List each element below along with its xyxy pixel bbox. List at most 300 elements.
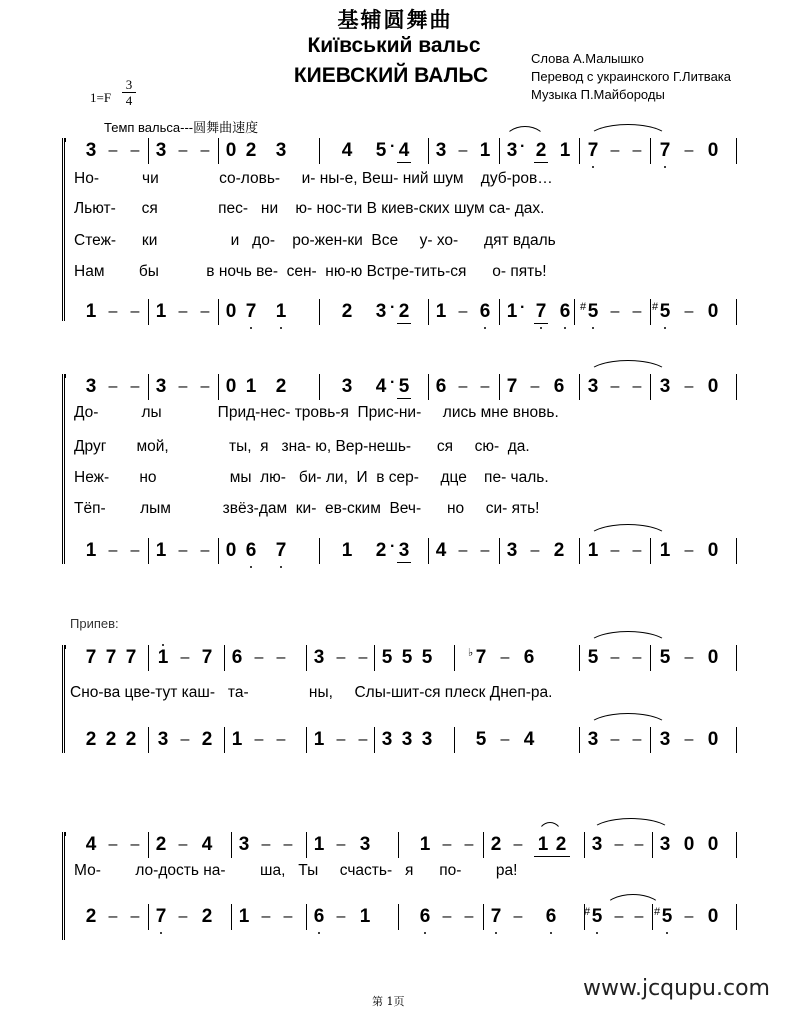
note: 3: [275, 140, 287, 161]
dash: –: [684, 303, 694, 320]
barline: [148, 727, 149, 753]
tempo-marking: Темп вальса---圆舞曲速度: [104, 120, 259, 135]
note: 2: [125, 729, 137, 750]
melody-staff-2: [84, 374, 744, 400]
note: 0: [707, 376, 719, 397]
note: 3: [375, 301, 387, 322]
barline: [499, 299, 500, 325]
dash: –: [261, 908, 271, 925]
dash: –: [180, 731, 190, 748]
lyric-line: Друг мой, ты, я зна- ю, Вер-нешь- ся сю- да.: [74, 438, 530, 455]
note: 6: [435, 376, 447, 397]
note: 3: [591, 834, 603, 855]
dash: –: [513, 908, 523, 925]
barline: [319, 299, 320, 325]
note: ♭ 7: [474, 647, 488, 669]
dash: –: [200, 542, 210, 559]
barline: [736, 374, 737, 400]
dash: –: [464, 836, 474, 853]
dash: –: [614, 908, 624, 925]
dash: –: [632, 649, 642, 666]
dash: –: [283, 908, 293, 925]
watermark: www.jcqupu.com: [583, 976, 770, 1001]
dash: –: [108, 142, 118, 159]
dash: –: [130, 542, 140, 559]
dash: –: [442, 908, 452, 925]
note: 3: [85, 376, 97, 397]
note: 7: [587, 140, 599, 161]
dash: –: [108, 303, 118, 320]
lyric-line: Сно-ва цве-тут каш- та- ны, Слы-шит-ся плеск Днеп-ра.: [70, 684, 553, 701]
dash: –: [458, 142, 468, 159]
dash: –: [178, 303, 188, 320]
barline: [579, 645, 580, 671]
dash: –: [458, 303, 468, 320]
barline: [454, 645, 455, 671]
dash: –: [614, 836, 624, 853]
time-signature-bottom: 4: [122, 92, 136, 108]
page-number: 第 1页: [372, 995, 405, 1008]
dash: –: [632, 378, 642, 395]
note: 7: [490, 906, 502, 927]
note: 6: [479, 301, 491, 322]
augmentation-dot: ·: [390, 374, 396, 391]
dash: –: [610, 378, 620, 395]
dash: –: [178, 908, 188, 925]
note: 1: [479, 140, 491, 161]
barline: [652, 832, 653, 858]
barline: [148, 832, 149, 858]
note: 3: [398, 540, 410, 561]
dash: –: [610, 649, 620, 666]
note: # 5: [660, 906, 674, 928]
note: 2: [552, 834, 570, 857]
note: 1: [313, 834, 325, 855]
harmony-staff-2: [84, 538, 744, 564]
note: 1: [155, 301, 167, 322]
note: 6: [559, 301, 571, 322]
note: 6: [419, 906, 431, 927]
note: 7: [659, 140, 671, 161]
dash: –: [130, 142, 140, 159]
tie: [587, 124, 669, 139]
note: 0: [225, 376, 237, 397]
note: 7: [85, 647, 97, 668]
note: # 5: [590, 906, 604, 928]
system-bracket: [62, 138, 70, 321]
barline: [736, 832, 737, 858]
dash: –: [684, 908, 694, 925]
dash: –: [178, 142, 188, 159]
barline: [584, 832, 585, 858]
note: 6: [313, 906, 325, 927]
note: 3: [659, 834, 671, 855]
dash: –: [178, 542, 188, 559]
dash: –: [634, 908, 644, 925]
barline: [306, 904, 307, 930]
barline: [574, 299, 575, 325]
refrain-label: Припев:: [70, 616, 119, 631]
note: 1: [359, 906, 371, 927]
dash: –: [130, 378, 140, 395]
barline: [499, 374, 500, 400]
credit-lyrics: Слова А.Малышко: [531, 51, 644, 66]
key-signature: 1=F: [90, 90, 112, 105]
time-signature: [122, 77, 136, 108]
dash: –: [358, 649, 368, 666]
note: 2: [201, 906, 213, 927]
note: 7: [125, 647, 137, 668]
note: 0: [707, 301, 719, 322]
barline: [499, 138, 500, 164]
barline: [306, 727, 307, 753]
augmentation-dot: ·: [390, 538, 396, 555]
dash: –: [610, 731, 620, 748]
note: 3: [506, 140, 518, 161]
note: # 5: [586, 301, 600, 323]
note: 3: [155, 376, 167, 397]
note: 5: [475, 729, 487, 750]
sharp-sign: #: [652, 301, 659, 313]
note: 1: [275, 301, 287, 322]
barline: [579, 374, 580, 400]
note: 4: [375, 376, 387, 397]
note: 2: [245, 140, 257, 161]
note: 7: [105, 647, 117, 668]
tie: [587, 524, 669, 539]
augmentation-dot: ·: [390, 299, 396, 316]
note: 3: [506, 540, 518, 561]
dash: –: [200, 303, 210, 320]
lyric-line: До- лы Прид-нес- тровь-я Прис-ни- лись мне вновь.: [74, 404, 559, 421]
note: 2: [398, 301, 410, 322]
note: 5: [375, 140, 387, 161]
tie: [590, 818, 672, 833]
note: 7: [506, 376, 518, 397]
note: 2: [155, 834, 167, 855]
system-bracket: [62, 374, 70, 564]
dash: –: [261, 836, 271, 853]
note: 4: [523, 729, 535, 750]
time-signature-top: 3: [125, 77, 133, 92]
dash: –: [283, 836, 293, 853]
note: 5: [381, 647, 393, 668]
note: 2: [553, 540, 565, 561]
barline: [218, 299, 219, 325]
sharp-sign: #: [580, 301, 587, 313]
flat-sign: ♭: [468, 647, 474, 659]
barline: [736, 645, 737, 671]
dash: –: [480, 378, 490, 395]
barline: [483, 904, 484, 930]
dash: –: [684, 542, 694, 559]
note: 6: [553, 376, 565, 397]
note: 3: [659, 729, 671, 750]
barline: [319, 138, 320, 164]
dash: –: [336, 649, 346, 666]
barline: [454, 727, 455, 753]
title-ukrainian: Київський вальс: [307, 34, 481, 57]
barline: [428, 538, 429, 564]
dash: –: [458, 542, 468, 559]
dash: –: [442, 836, 452, 853]
note: 1: [231, 729, 243, 750]
barline: [650, 538, 651, 564]
note: 3: [341, 376, 353, 397]
note: 1: [506, 301, 518, 322]
barline: [736, 538, 737, 564]
note: 3: [587, 729, 599, 750]
dash: –: [200, 142, 210, 159]
note: 6: [231, 647, 243, 668]
note: 2: [85, 906, 97, 927]
tie: [587, 713, 669, 728]
barline: [374, 645, 375, 671]
note: 1: [157, 647, 169, 668]
note: 5: [659, 647, 671, 668]
sharp-sign: #: [584, 906, 591, 918]
barline: [398, 904, 399, 930]
dash: –: [200, 378, 210, 395]
dash: –: [464, 908, 474, 925]
note: 0: [683, 834, 695, 855]
system-bracket: [62, 832, 70, 940]
note: 5: [401, 647, 413, 668]
note: 2: [275, 376, 287, 397]
barline: [306, 645, 307, 671]
barline: [148, 138, 149, 164]
dash: –: [108, 908, 118, 925]
sharp-sign: #: [654, 906, 661, 918]
note: 7: [275, 540, 287, 561]
barline: [148, 538, 149, 564]
dash: –: [684, 378, 694, 395]
dash: –: [632, 731, 642, 748]
barline: [428, 138, 429, 164]
barline: [374, 727, 375, 753]
barline: [218, 138, 219, 164]
note: 0: [707, 729, 719, 750]
note: 4: [85, 834, 97, 855]
dash: –: [108, 542, 118, 559]
note: 3: [587, 376, 599, 397]
dash: –: [178, 836, 188, 853]
title-russian: КИЕВСКИЙ ВАЛЬС: [293, 64, 489, 87]
note: 7: [155, 906, 167, 927]
lyric-line: Мо- ло-дость на- ша, Ты счасть- я по- ра!: [74, 862, 518, 879]
barline: [319, 538, 320, 564]
melody-staff-4: [84, 832, 744, 858]
barline: [398, 832, 399, 858]
dash: –: [610, 542, 620, 559]
dash: –: [513, 836, 523, 853]
dash: –: [254, 731, 264, 748]
note: 0: [707, 906, 719, 927]
dash: –: [276, 649, 286, 666]
barline: [579, 727, 580, 753]
note: 1: [155, 540, 167, 561]
dash: –: [632, 142, 642, 159]
dash: –: [634, 836, 644, 853]
augmentation-dot: ·: [520, 138, 526, 155]
dash: –: [130, 908, 140, 925]
barline: [306, 832, 307, 858]
note: 7: [245, 301, 257, 322]
note: 1: [435, 301, 447, 322]
barline: [428, 299, 429, 325]
barline: [224, 727, 225, 753]
note: 5: [421, 647, 433, 668]
note: 4: [341, 140, 353, 161]
barline: [652, 904, 653, 930]
credits: [531, 50, 731, 104]
note: 2: [535, 140, 547, 161]
barline: [499, 538, 500, 564]
dash: –: [108, 378, 118, 395]
note: 3: [359, 834, 371, 855]
barline: [148, 904, 149, 930]
barline: [579, 538, 580, 564]
title-chinese: 基辅圆舞曲: [337, 7, 453, 32]
note: 2: [375, 540, 387, 561]
barline: [231, 904, 232, 930]
melody-staff-3: [84, 645, 744, 671]
barline: [579, 138, 580, 164]
note: 7: [535, 301, 547, 322]
note: 3: [238, 834, 250, 855]
note: 1: [419, 834, 431, 855]
barline: [736, 904, 737, 930]
note: 3: [659, 376, 671, 397]
note: 5: [398, 376, 410, 397]
note: 6: [523, 647, 535, 668]
dash: –: [178, 378, 188, 395]
note: 1: [659, 540, 671, 561]
harmony-staff-3: [84, 727, 744, 753]
barline: [148, 299, 149, 325]
note: 5: [587, 647, 599, 668]
note: 3: [435, 140, 447, 161]
dash: –: [530, 542, 540, 559]
dash: –: [336, 731, 346, 748]
barline: [650, 138, 651, 164]
barline: [736, 727, 737, 753]
note: 4: [398, 140, 410, 161]
note: 1: [238, 906, 250, 927]
note: # 5: [658, 301, 672, 323]
harmony-staff-1: [84, 299, 744, 325]
lyric-line: Тёп- лым звёз-дам ки- ев-ским Веч- но си- ять!: [74, 500, 540, 517]
note: 3: [155, 140, 167, 161]
barline: [736, 299, 737, 325]
tie: [587, 360, 669, 375]
note: 0: [225, 540, 237, 561]
barline: [319, 374, 320, 400]
system-bracket: [62, 645, 70, 753]
note: 1: [534, 834, 552, 857]
barline: [148, 645, 149, 671]
barline: [428, 374, 429, 400]
note: 2: [85, 729, 97, 750]
barline: [483, 832, 484, 858]
dash: –: [336, 836, 346, 853]
dash: –: [130, 836, 140, 853]
note: 0: [225, 140, 237, 161]
note: 3: [313, 647, 325, 668]
note: 0: [707, 834, 719, 855]
note: 3: [157, 729, 169, 750]
dash: –: [684, 649, 694, 666]
credit-music: Музыка П.Майбороды: [531, 87, 665, 102]
barline: [218, 538, 219, 564]
note: 1: [245, 376, 257, 397]
note: 0: [707, 647, 719, 668]
dash: –: [276, 731, 286, 748]
note: 2: [341, 301, 353, 322]
dash: –: [458, 378, 468, 395]
dash: –: [632, 542, 642, 559]
barline: [218, 374, 219, 400]
note: 2: [201, 729, 213, 750]
melody-staff-1: [84, 138, 744, 164]
note: 0: [707, 140, 719, 161]
note: 3: [381, 729, 393, 750]
dash: –: [610, 142, 620, 159]
lyric-line: Нам бы в ночь ве- сен- ню-ю Встре-тить-ся о- пять!: [74, 263, 547, 280]
note: 4: [435, 540, 447, 561]
note: 2: [105, 729, 117, 750]
note: 2: [490, 834, 502, 855]
barline: [736, 138, 737, 164]
dash: –: [684, 142, 694, 159]
dash: –: [480, 542, 490, 559]
barline: [148, 374, 149, 400]
dash: –: [130, 303, 140, 320]
barline: [650, 727, 651, 753]
lyric-line: Неж- но мы лю- би- ли, И в сер- дце пе- чаль.: [74, 469, 549, 486]
dash: –: [500, 649, 510, 666]
dash: –: [500, 731, 510, 748]
note: 1: [313, 729, 325, 750]
note: 3: [85, 140, 97, 161]
lyric-line: Но- чи со-ловь- и- ны-е, Веш- ний шум дуб-ров…: [74, 170, 553, 187]
lyric-line: Льют- ся пес- ни ю- нос-ти В киев-ских шум са- дах.: [74, 200, 545, 217]
barline: [650, 645, 651, 671]
augmentation-dot: ·: [520, 299, 526, 316]
note: 0: [225, 301, 237, 322]
dash: –: [610, 303, 620, 320]
dash: –: [684, 731, 694, 748]
note: 6: [545, 906, 557, 927]
note: 3: [421, 729, 433, 750]
harmony-staff-4: [84, 904, 744, 930]
note: 6: [245, 540, 257, 561]
dash: –: [358, 731, 368, 748]
dash: –: [632, 303, 642, 320]
note: 1: [587, 540, 599, 561]
dash: –: [180, 649, 190, 666]
dash: –: [530, 378, 540, 395]
dash: –: [336, 908, 346, 925]
tie: [587, 631, 669, 646]
augmentation-dot: ·: [390, 138, 396, 155]
barline: [650, 374, 651, 400]
note: 0: [707, 540, 719, 561]
credit-translation: Перевод с украинского Г.Литвака: [531, 69, 732, 84]
note: 3: [401, 729, 413, 750]
note: 1: [341, 540, 353, 561]
note: 7: [201, 647, 213, 668]
